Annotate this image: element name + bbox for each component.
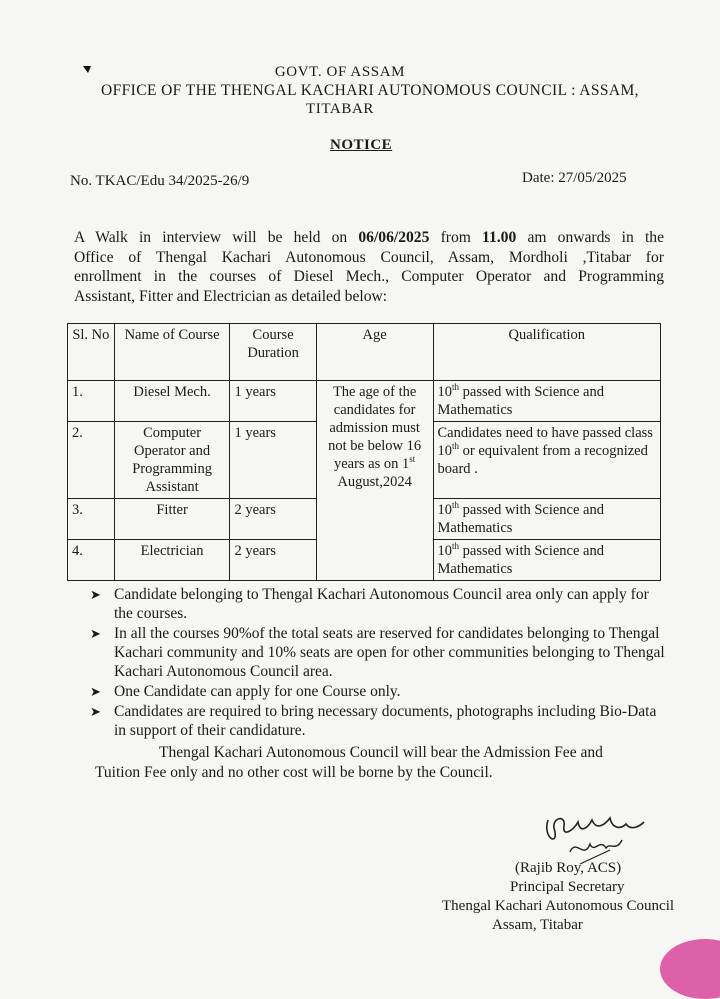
header-place: TITABAR xyxy=(306,101,374,117)
closing-paragraph: Thengal Kachari Autonomous Council will bear the Admission Fee and Tuition Fee only and no other cost will be borne by the Council. xyxy=(95,744,603,781)
header-course-name: Name of Course xyxy=(114,324,230,381)
header-sl: Sl. No xyxy=(68,324,115,381)
qualification-cell: 10th passed with Science and Mathematics xyxy=(433,540,660,581)
interview-time: 11.00 xyxy=(482,229,517,246)
reference-number: No. TKAC/Edu 34/2025-26/9 xyxy=(70,173,250,189)
header-qualification: Qualification xyxy=(433,324,660,381)
arrow-right-icon: ➤ xyxy=(90,626,101,641)
notice-date: Date: 27/05/2025 xyxy=(522,170,627,186)
intro-paragraph: A Walk in interview will be held on 06/06/2025 from 11.00 am onwards in the Office of Thengal Kachari Autonomous Council, Assam, Mordholi ,Titabar for enrollment in the courses of Diesel Mech., Computer Operator and Programming Assistant, Fitter and Electrician as detailed below: xyxy=(74,229,664,305)
courses-table xyxy=(67,323,661,581)
table-row: 2. Computer Operator and Programming Assistant 1 years Candidates need to have passed class 10th or equivalent from a recognized board . xyxy=(68,422,661,499)
age-criteria: The age of the candidates for admission must not be below 16 years as on 1st August,2024 xyxy=(316,381,433,581)
instructions-list xyxy=(90,585,665,741)
signature-image xyxy=(540,808,650,868)
signatory-org: Thengal Kachari Autonomous Council xyxy=(442,898,675,914)
header-office: OFFICE OF THE THENGAL KACHARI AUTONOMOUS COUNCIL : ASSAM, xyxy=(101,82,639,99)
qualification-cell: 10th passed with Science and Mathematics xyxy=(433,381,660,422)
table-row: 4. Electrician 2 years 10th passed with Science and Mathematics xyxy=(68,540,661,581)
signatory-name: (Rajib Roy, ACS) xyxy=(515,860,622,876)
signatory-place: Assam, Titabar xyxy=(492,917,583,933)
table-row: 1. Diesel Mech. 1 years The age of the candidates for admission must not be below 16 years as on 1st August,2024 10th passed with Science and Mathematics xyxy=(68,381,661,422)
header-duration: Course Duration xyxy=(230,324,316,381)
list-item: ➤ In all the courses 90%of the total seats are reserved for candidates belonging to Thengal Kachari community and 10% seats are open for other communities belonging to Thengal Kachari Autonomous Council area. xyxy=(90,625,665,680)
corner-overlay xyxy=(660,939,720,999)
list-item: ➤ Candidates are required to bring necessary documents, photographs including Bio-Data in support of their candidature. xyxy=(90,703,657,739)
list-item: ➤ Candidate belonging to Thengal Kachari Autonomous Council area only can apply for the courses. xyxy=(90,586,649,622)
notice-title: NOTICE xyxy=(330,137,393,153)
arrow-right-icon: ➤ xyxy=(90,587,101,602)
arrow-right-icon: ➤ xyxy=(90,704,101,719)
header-age: Age xyxy=(316,324,433,381)
qualification-cell: 10th passed with Science and Mathematics xyxy=(433,499,660,540)
interview-date: 06/06/2025 xyxy=(358,229,430,246)
header-govt: GOVT. OF ASSAM xyxy=(274,64,406,80)
arrow-right-icon: ➤ xyxy=(90,684,101,699)
list-item: ➤ One Candidate can apply for one Course only. xyxy=(90,683,401,700)
qualification-cell: Candidates need to have passed class 10th or equivalent from a recognized board . xyxy=(433,422,660,499)
table-row: 3. Fitter 2 years 10th passed with Science and Mathematics xyxy=(68,499,661,540)
table-header-row xyxy=(68,324,661,381)
signatory-title: Principal Secretary xyxy=(510,879,625,895)
